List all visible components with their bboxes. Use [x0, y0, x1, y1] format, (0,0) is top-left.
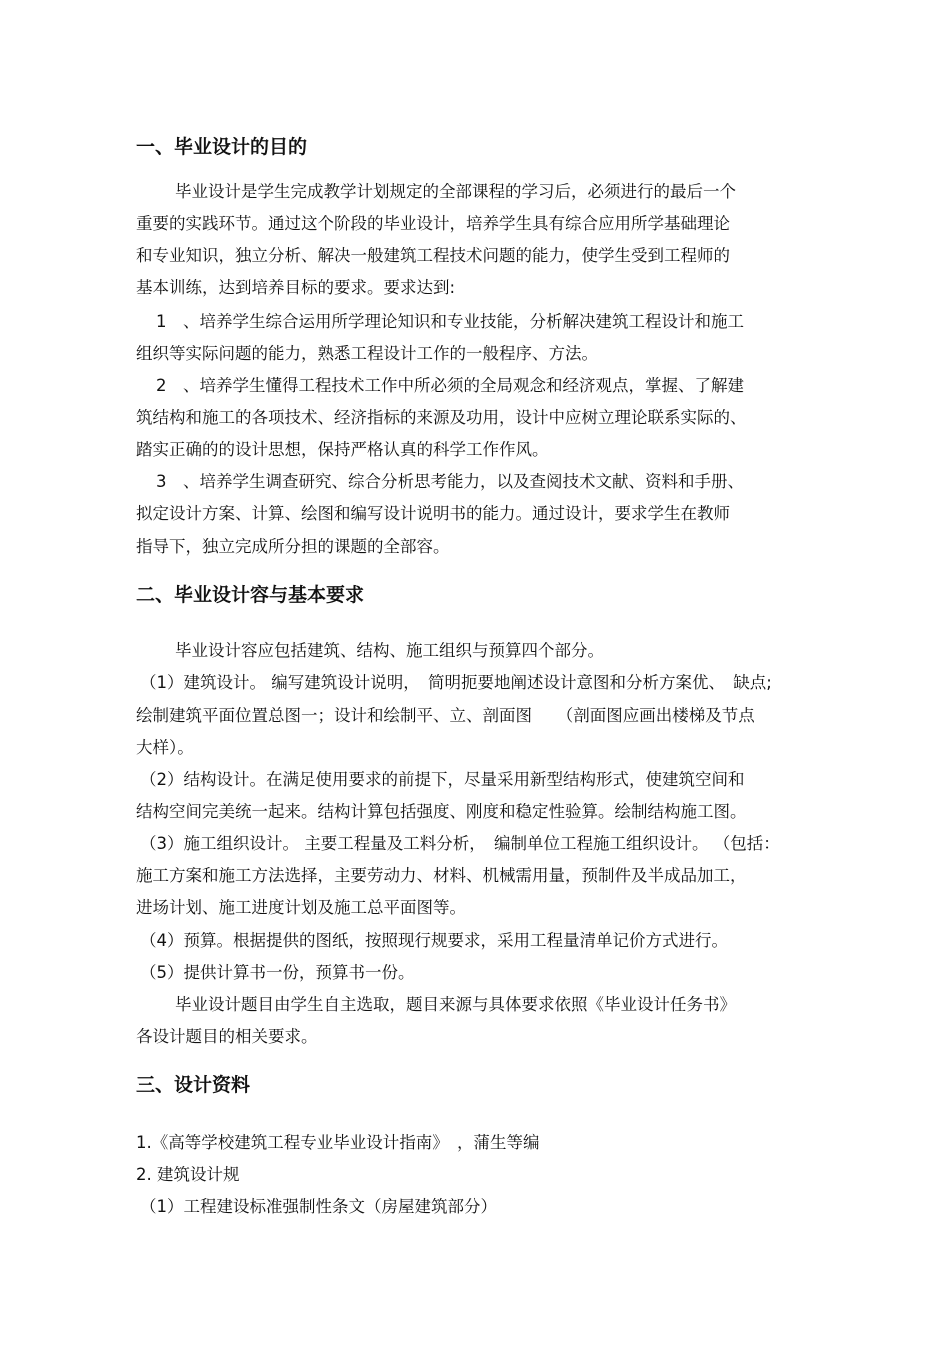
section-3-heading: 三、设计资料	[136, 1074, 251, 1096]
paragraph-line: 毕业设计是学生完成教学计划规定的全部课程的学习后，必须进行的最后一个	[175, 182, 736, 201]
paragraph-line: 重要的实践环节。通过这个阶段的毕业设计，培养学生具有综合应用所学基础理论	[136, 214, 730, 233]
list-item-architecture: （1）建筑设计。 编写建筑设计说明， 简明扼要地阐述设计意图和分析方案优、 缺点;	[140, 673, 772, 692]
reference-subitem-1: （1）工程建设标准强制性条文（房屋建筑部分）	[140, 1197, 497, 1216]
list-item-structure: （2）结构设计。在满足使用要求的前提下，尽量采用新型结构形式，使建筑空间和	[140, 770, 745, 789]
list-item-2: 2 、培养学生懂得工程技术工作中所必须的全局观念和经济观点，掌握、了解建	[156, 376, 744, 395]
paragraph-line: 和专业知识，独立分析、解决一般建筑工程技术问题的能力，使学生受到工程师的	[136, 246, 730, 265]
paragraph-line: 基本训练，达到培养目标的要求。要求达到:	[136, 278, 456, 297]
paragraph-line: 毕业设计题目由学生自主选取，题目来源与具体要求依照《毕业设计任务书》	[175, 995, 736, 1014]
list-item-3: 3 、培养学生调查研究、综合分析思考能力，以及查阅技术文献、资料和手册、	[156, 472, 744, 491]
paragraph-line: 结构空间完美统一起来。结构计算包括强度、刚度和稳定性验算。绘制结构施工图。	[136, 802, 747, 821]
paragraph-line: 各设计题目的相关要求。	[136, 1027, 318, 1046]
reference-item-1: 1.《高等学校建筑工程专业毕业设计指南》 ，蒲生等编	[136, 1133, 540, 1152]
paragraph-line: 拟定设计方案、计算、绘图和编写设计说明书的能力。通过设计，要求学生在教师	[136, 504, 730, 523]
paragraph-line: 组织等实际问题的能力，熟悉工程设计工作的一般程序、方法。	[136, 344, 598, 363]
paragraph-line: 大样）。	[136, 738, 194, 757]
list-item-budget: （4）预算。根据提供的图纸，按照现行规要求，采用工程量清单记价方式进行。	[140, 931, 728, 950]
section-1-heading: 一、毕业设计的目的	[136, 136, 308, 158]
section-2-heading: 二、毕业设计容与基本要求	[136, 584, 365, 606]
paragraph-line: 绘制建筑平面位置总图一；设计和绘制平、立、剖面图 （剖面图应画出楼梯及节点	[136, 706, 755, 725]
paragraph-line: 筑结构和施工的各项技术、经济指标的来源及功用，设计中应树立理论联系实际的、	[136, 408, 747, 427]
paragraph-line: 进场计划、施工进度计划及施工总平面图等。	[136, 898, 466, 917]
paragraph-line: 指导下，独立完成所分担的课题的全部容。	[136, 537, 450, 556]
paragraph-line: 踏实正确的的设计思想，保持严格认真的科学工作作风。	[136, 440, 549, 459]
list-item-documents: （5）提供计算书一份，预算书一份。	[140, 963, 415, 982]
paragraph-line: 毕业设计容应包括建筑、结构、施工组织与预算四个部分。	[175, 641, 604, 660]
reference-item-2: 2. 建筑设计规	[136, 1165, 240, 1184]
list-item-1: 1 、培养学生综合运用所学理论知识和专业技能，分析解决建筑工程设计和施工	[156, 312, 744, 331]
list-item-construction: （3）施工组织设计。 主要工程量及工料分析， 编制单位工程施工组织设计。 （包括：	[140, 834, 780, 853]
paragraph-line: 施工方案和施工方法选择，主要劳动力、材料、机械需用量，预制件及半成品加工，	[136, 866, 747, 885]
